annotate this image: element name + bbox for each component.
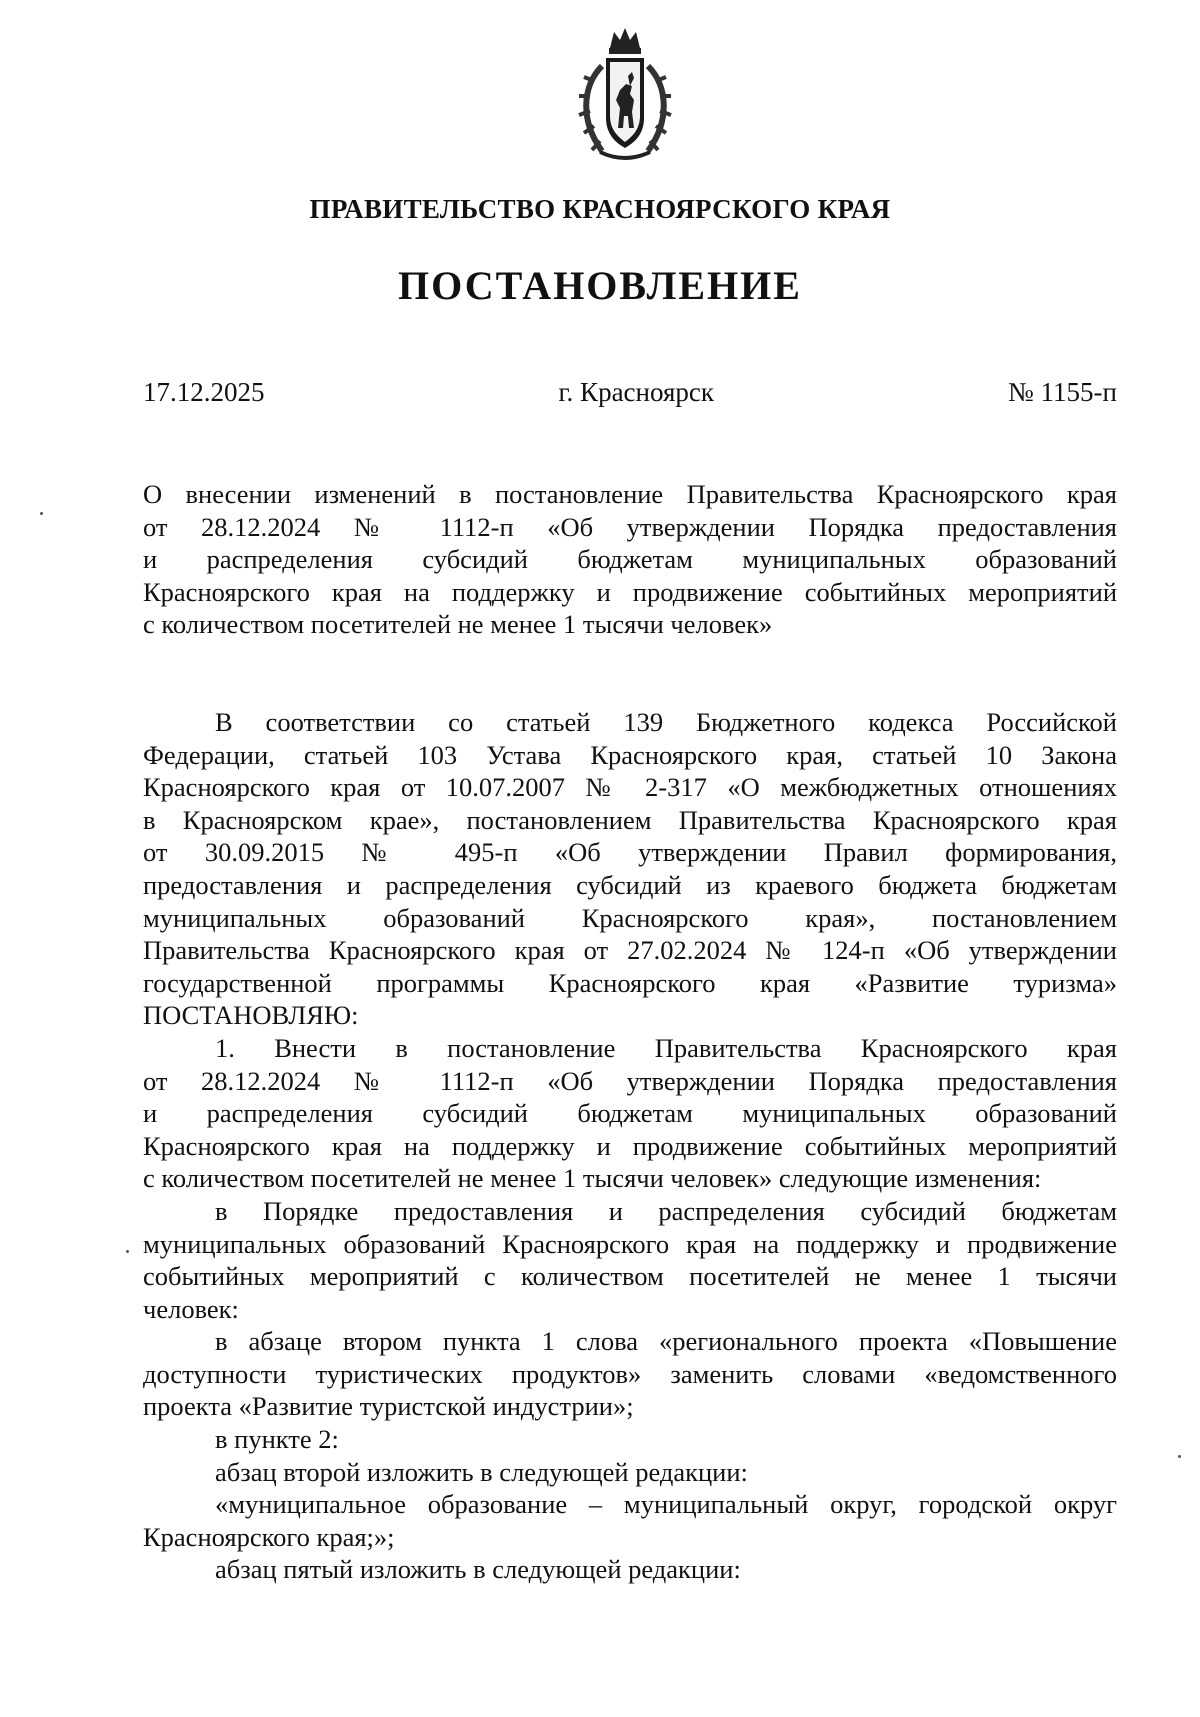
title-line: и распределения субсидий бюджетам муниципальных образований: [143, 544, 1117, 574]
body-line: проекта «Развитие туристской индустрии»;: [143, 1391, 634, 1422]
title-line: с количеством посетителей не менее 1 тысячи человек»: [143, 609, 773, 639]
coat-of-arms-icon: [572, 26, 678, 164]
body-line: муниципальных образований Красноярского края на поддержку и продвижение: [143, 1228, 1117, 1259]
document-title: [143, 478, 1117, 641]
body-line: «муниципальное образование – муниципальный округ, городской округ: [215, 1489, 1117, 1520]
scan-speck: [1178, 1455, 1181, 1458]
order-paragraph: [143, 1195, 1117, 1325]
body-line: Красноярского края на поддержку и продвижение событийных мероприятий: [143, 1130, 1117, 1161]
authority-name: ПРАВИТЕЛЬСТВО КРАСНОЯРСКОГО КРАЯ: [309, 194, 891, 224]
definition-paragraph: [143, 1488, 1117, 1553]
body-line: с количеством посетителей не менее 1 тысячи человек» следующие изменения:: [143, 1163, 1042, 1194]
body-line: 1. Внести в постановление Правительства Красноярского края: [215, 1032, 1117, 1063]
scan-speck: [40, 512, 43, 515]
scan-speck: [126, 1250, 129, 1253]
body-line: в Красноярском крае», постановлением Правительства Красноярского края: [143, 804, 1117, 835]
body-line: человек:: [143, 1293, 239, 1324]
document-meta: [143, 377, 1117, 408]
body-line: государственной программы Красноярского края «Развитие туризма»: [143, 967, 1117, 998]
title-line: О внесении изменений в постановление Правительства Красноярского края: [143, 479, 1117, 509]
body-line: предоставления и распределения субсидий из краевого бюджета бюджетам: [143, 869, 1117, 900]
body-line: Красноярского края от 10.07.2007 № 2-317 «О межбюджетных отношениях: [143, 772, 1117, 803]
body-line: от 28.12.2024 № 1112-п «Об утверждении Порядка предоставления: [143, 1065, 1117, 1096]
body-line: в Порядке предоставления и распределения субсидий бюджетам: [215, 1195, 1117, 1226]
body-line: муниципальных образований Красноярского края», постановлением: [143, 902, 1117, 933]
document-city: г. Красноярск: [558, 377, 714, 407]
title-line: от 28.12.2024 № 1112-п «Об утверждении Порядка предоставления: [143, 511, 1117, 542]
abzac-5-instruction: абзац пятый изложить в следующей редакции:: [215, 1554, 741, 1585]
document-date: 17.12.2025: [143, 377, 265, 407]
body-line: от 30.09.2015 № 495-п «Об утверждении Правил формирования,: [143, 837, 1117, 868]
preamble-paragraph: [143, 706, 1117, 1032]
body-line: в абзаце втором пункта 1 слова «регионального проекта «Повышение: [215, 1326, 1117, 1357]
item-1-paragraph: [143, 1032, 1117, 1195]
document-type: ПОСТАНОВЛЕНИЕ: [398, 263, 802, 308]
body-line: Красноярского края;»;: [143, 1521, 395, 1552]
body-line: доступности туристических продуктов» заменить словами «ведомственного: [143, 1358, 1117, 1389]
point-2-heading: в пункте 2:: [215, 1424, 339, 1455]
abzac-2-instruction: абзац второй изложить в следующей редакции:: [215, 1456, 748, 1487]
body-line: событийных мероприятий с количеством посетителей не менее 1 тысячи: [143, 1261, 1117, 1292]
paragraph-2-change: [143, 1325, 1117, 1423]
body-line: и распределения субсидий бюджетам муниципальных образований: [143, 1098, 1117, 1129]
document-body: [143, 706, 1117, 1586]
body-line: ПОСТАНОВЛЯЮ:: [143, 1000, 359, 1031]
body-line: Федерации, статьей 103 Устава Красноярского края, статьей 10 Закона: [143, 739, 1117, 770]
body-line: Правительства Красноярского края от 27.02.2024 № 124-п «Об утверждении: [143, 935, 1117, 966]
body-line: В соответствии со статьей 139 Бюджетного кодекса Российской: [215, 707, 1117, 737]
document-number: № 1155-п: [1008, 377, 1117, 407]
title-line: Красноярского края на поддержку и продвижение событийных мероприятий: [143, 576, 1117, 607]
